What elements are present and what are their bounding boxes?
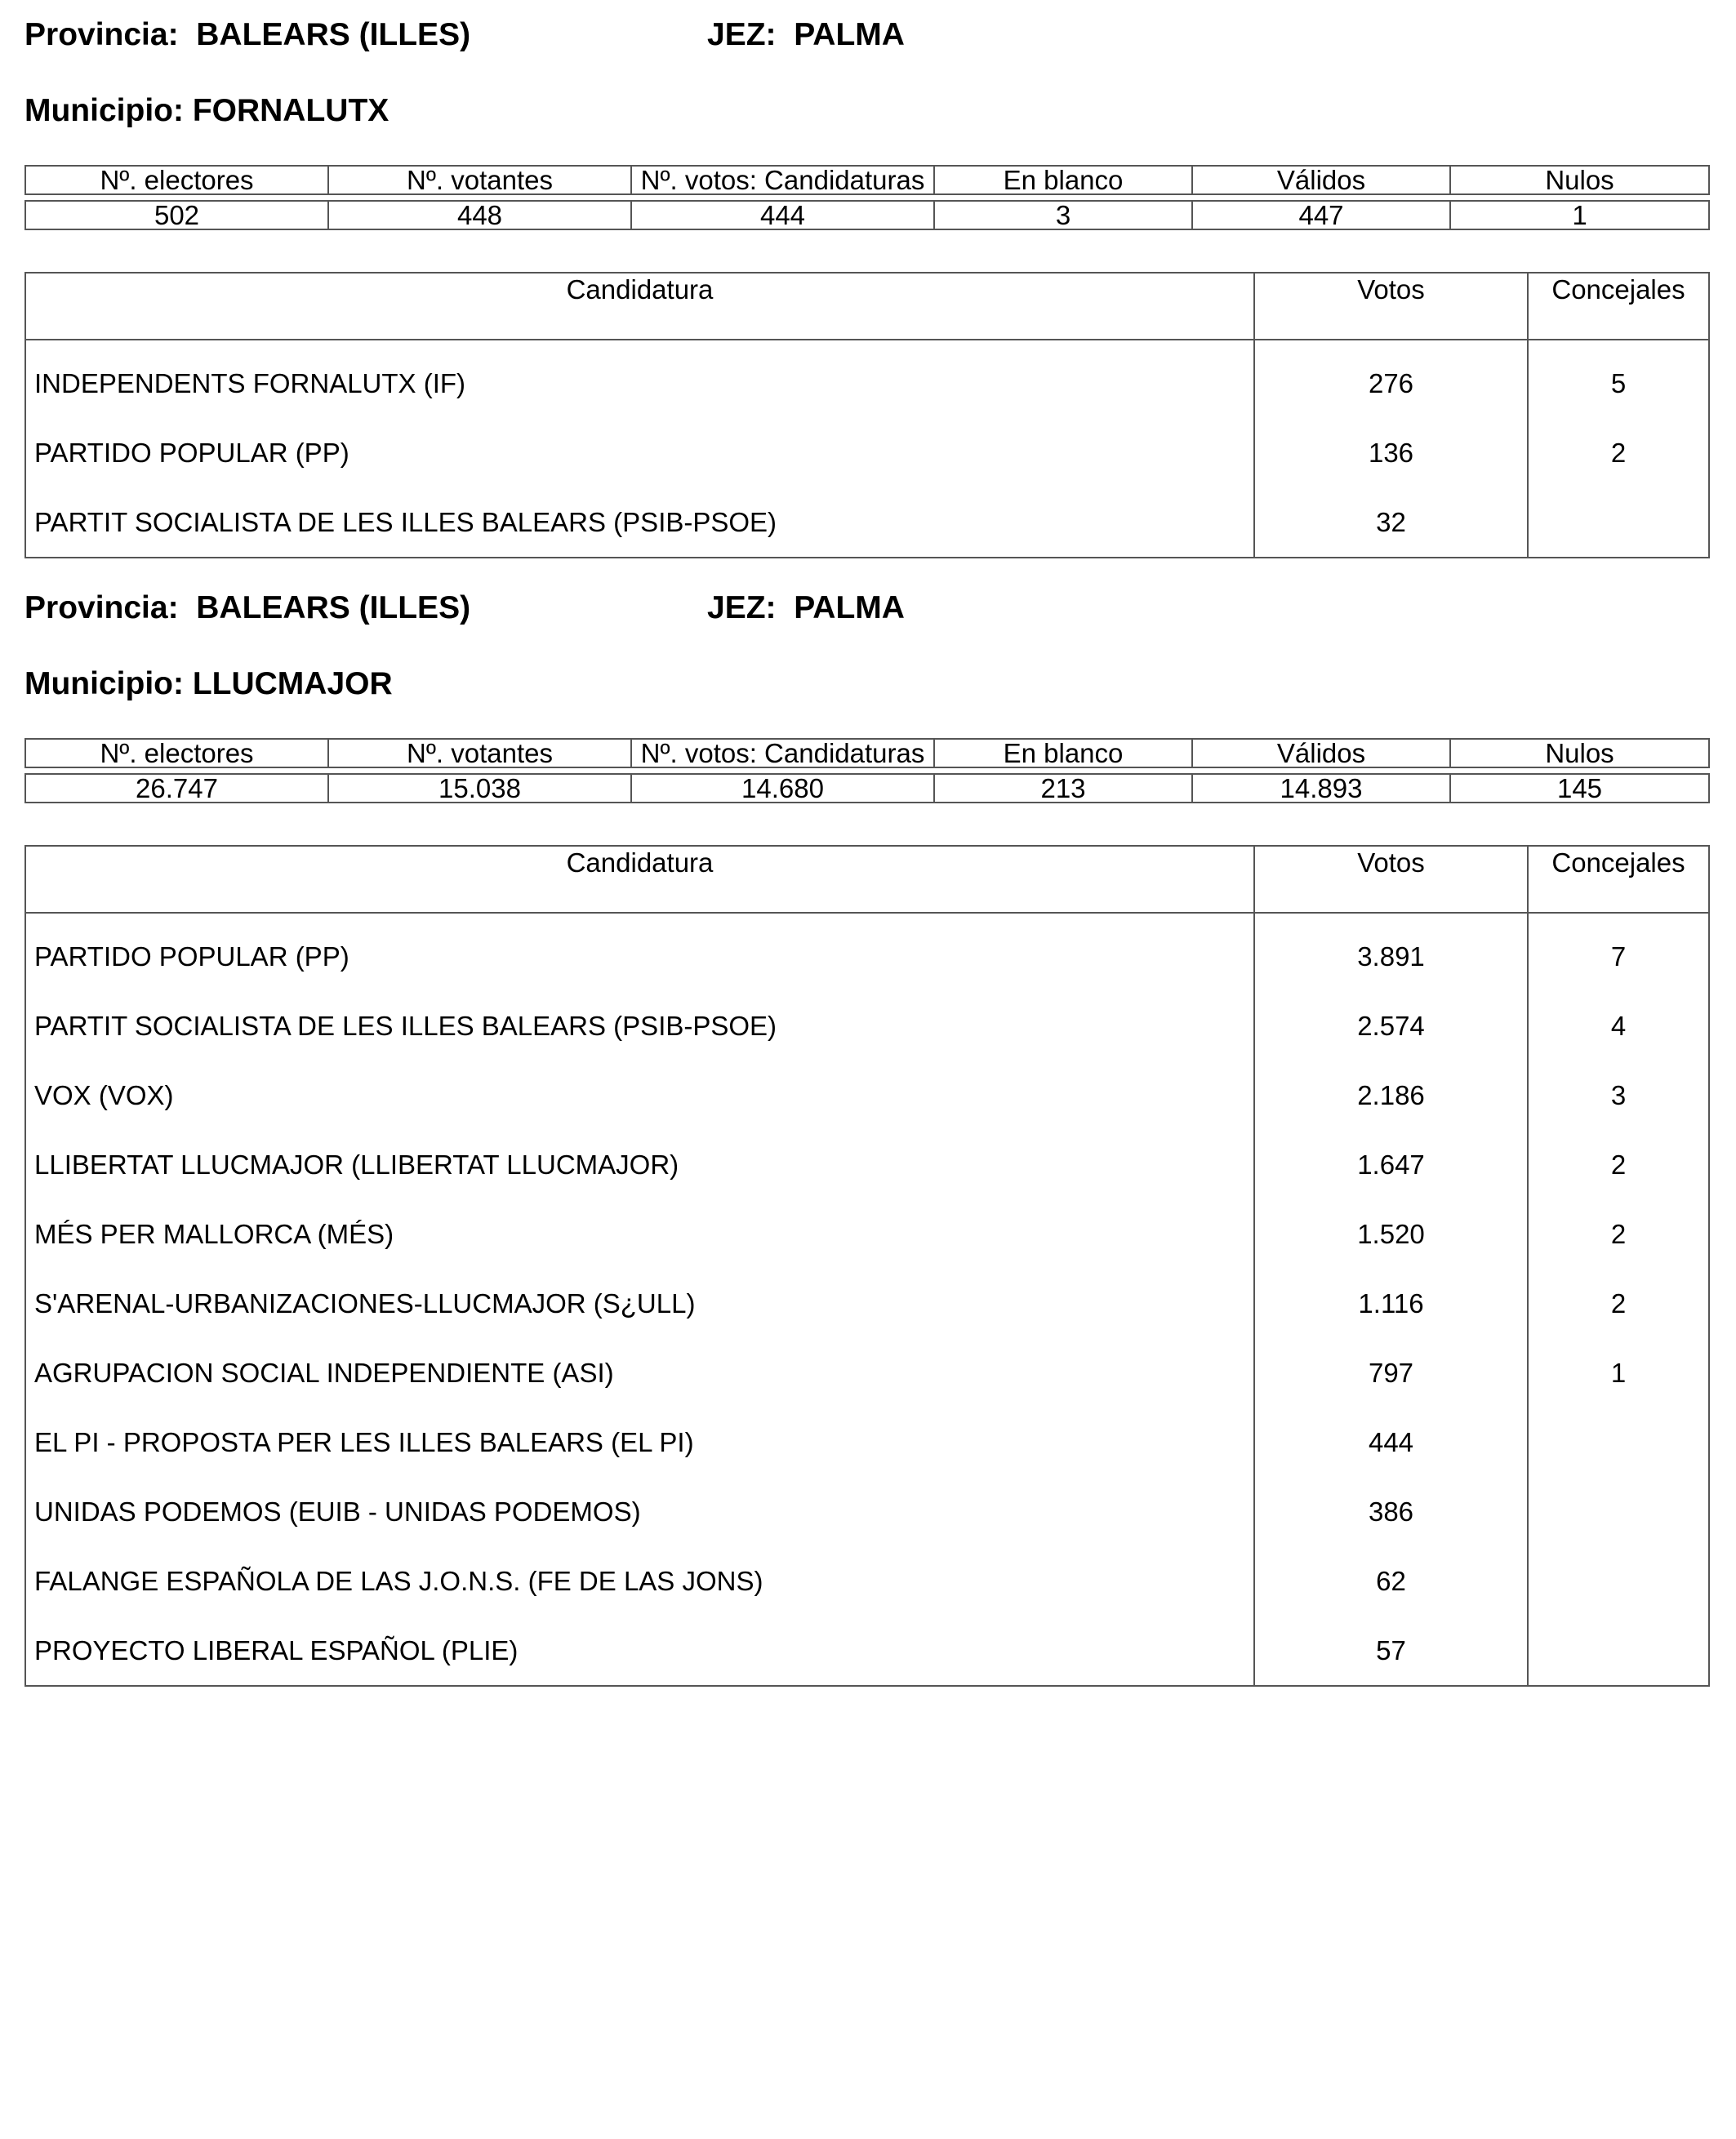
table-row	[25, 418, 1709, 487]
stats-header: Nº. votos: Candidaturas	[631, 166, 934, 194]
concejales-value: 5	[1528, 349, 1709, 418]
concejales-value: 2	[1528, 1130, 1709, 1199]
stats-header: Válidos	[1192, 739, 1450, 767]
concejales-value: 3	[1528, 1061, 1709, 1130]
stats-header: Nº. electores	[25, 739, 328, 767]
candidatura-name: INDEPENDENTS FORNALUTX (IF)	[25, 349, 1254, 418]
concejales-value	[1528, 1477, 1709, 1546]
stats-value: 26.747	[25, 774, 328, 803]
table-row	[25, 1546, 1709, 1616]
candidatura-name: MÉS PER MALLORCA (MÉS)	[25, 1199, 1254, 1269]
votos-header: Votos	[1254, 273, 1528, 340]
stats-header-row	[25, 739, 1709, 767]
table-row	[25, 1407, 1709, 1477]
votos-value: 57	[1254, 1616, 1528, 1686]
votos-value: 136	[1254, 418, 1528, 487]
stats-value: 14.893	[1192, 774, 1450, 803]
stats-value: 14.680	[631, 774, 934, 803]
stats-header: Nº. votantes	[328, 166, 631, 194]
candidaturas-table	[24, 845, 1710, 1687]
municipio-heading: Municipio: LLUCMAJOR	[24, 666, 393, 701]
votos-value: 1.647	[1254, 1130, 1528, 1199]
candidatura-header: Candidatura	[25, 273, 1254, 340]
candidatura-name: AGRUPACION SOCIAL INDEPENDIENTE (ASI)	[25, 1338, 1254, 1407]
concejales-value: 2	[1528, 1199, 1709, 1269]
provincia-heading: Provincia: BALEARS (ILLES)	[24, 590, 471, 625]
table-row	[25, 1477, 1709, 1546]
votos-value: 1.520	[1254, 1199, 1528, 1269]
jez-heading: JEZ: PALMA	[707, 590, 905, 625]
candidatura-name: PARTIT SOCIALISTA DE LES ILLES BALEARS (PSIB-PSOE)	[25, 487, 1254, 558]
concejales-value: 4	[1528, 991, 1709, 1061]
stats-value: 145	[1450, 774, 1709, 803]
votos-value: 797	[1254, 1338, 1528, 1407]
stats-header: En blanco	[934, 166, 1192, 194]
concejales-value	[1528, 487, 1709, 558]
stats-header: Nulos	[1450, 739, 1709, 767]
concejales-header: Concejales	[1528, 846, 1709, 913]
table-row	[25, 1130, 1709, 1199]
candidatura-header: Candidatura	[25, 846, 1254, 913]
candidaturas-header-row	[25, 846, 1709, 913]
table-row	[25, 1616, 1709, 1686]
stats-value-row	[25, 774, 1709, 803]
stats-header: Nulos	[1450, 166, 1709, 194]
concejales-value	[1528, 1616, 1709, 1686]
concejales-value: 1	[1528, 1338, 1709, 1407]
table-row	[25, 1061, 1709, 1130]
table-row	[25, 487, 1709, 558]
stats-value: 448	[328, 201, 631, 229]
votos-value: 386	[1254, 1477, 1528, 1546]
concejales-value	[1528, 1546, 1709, 1616]
stats-value: 15.038	[328, 774, 631, 803]
stats-table	[24, 165, 1710, 230]
stats-value: 213	[934, 774, 1192, 803]
stats-header: Nº. electores	[25, 166, 328, 194]
stats-table	[24, 738, 1710, 803]
stats-header: Válidos	[1192, 166, 1450, 194]
concejales-value: 7	[1528, 922, 1709, 991]
votos-value: 1.116	[1254, 1269, 1528, 1338]
table-row	[25, 1338, 1709, 1407]
votos-value: 3.891	[1254, 922, 1528, 991]
stats-header: Nº. votantes	[328, 739, 631, 767]
candidatura-name: PARTIT SOCIALISTA DE LES ILLES BALEARS (PSIB-PSOE)	[25, 991, 1254, 1061]
provincia-heading: Provincia: BALEARS (ILLES)	[24, 17, 471, 52]
candidatura-name: FALANGE ESPAÑOLA DE LAS J.O.N.S. (FE DE LAS JONS)	[25, 1546, 1254, 1616]
table-row	[25, 1269, 1709, 1338]
stats-header: Nº. votos: Candidaturas	[631, 739, 934, 767]
candidaturas-header-row	[25, 273, 1709, 340]
concejales-value	[1528, 1407, 1709, 1477]
stats-header-row	[25, 166, 1709, 194]
votos-value: 276	[1254, 349, 1528, 418]
concejales-value: 2	[1528, 1269, 1709, 1338]
table-row	[25, 991, 1709, 1061]
candidatura-name: PARTIDO POPULAR (PP)	[25, 922, 1254, 991]
stats-value: 3	[934, 201, 1192, 229]
candidatura-name: PARTIDO POPULAR (PP)	[25, 418, 1254, 487]
candidatura-name: PROYECTO LIBERAL ESPAÑOL (PLIE)	[25, 1616, 1254, 1686]
table-row	[25, 349, 1709, 418]
votos-value: 32	[1254, 487, 1528, 558]
votos-value: 2.186	[1254, 1061, 1528, 1130]
stats-value-row	[25, 201, 1709, 229]
stats-value: 447	[1192, 201, 1450, 229]
candidaturas-table	[24, 272, 1710, 558]
candidatura-name: UNIDAS PODEMOS (EUIB - UNIDAS PODEMOS)	[25, 1477, 1254, 1546]
stats-value: 444	[631, 201, 934, 229]
candidatura-name: EL PI - PROPOSTA PER LES ILLES BALEARS (EL PI)	[25, 1407, 1254, 1477]
municipio-heading: Municipio: FORNALUTX	[24, 93, 389, 128]
concejales-header: Concejales	[1528, 273, 1709, 340]
candidatura-name: VOX (VOX)	[25, 1061, 1254, 1130]
table-row	[25, 922, 1709, 991]
votos-value: 62	[1254, 1546, 1528, 1616]
stats-value: 502	[25, 201, 328, 229]
votos-header: Votos	[1254, 846, 1528, 913]
stats-value: 1	[1450, 201, 1709, 229]
candidatura-name: LLIBERTAT LLUCMAJOR (LLIBERTAT LLUCMAJOR)	[25, 1130, 1254, 1199]
votos-value: 2.574	[1254, 991, 1528, 1061]
votos-value: 444	[1254, 1407, 1528, 1477]
concejales-value: 2	[1528, 418, 1709, 487]
table-row	[25, 1199, 1709, 1269]
stats-header: En blanco	[934, 739, 1192, 767]
candidatura-name: S'ARENAL-URBANIZACIONES-LLUCMAJOR (S¿ULL)	[25, 1269, 1254, 1338]
jez-heading: JEZ: PALMA	[707, 17, 905, 52]
